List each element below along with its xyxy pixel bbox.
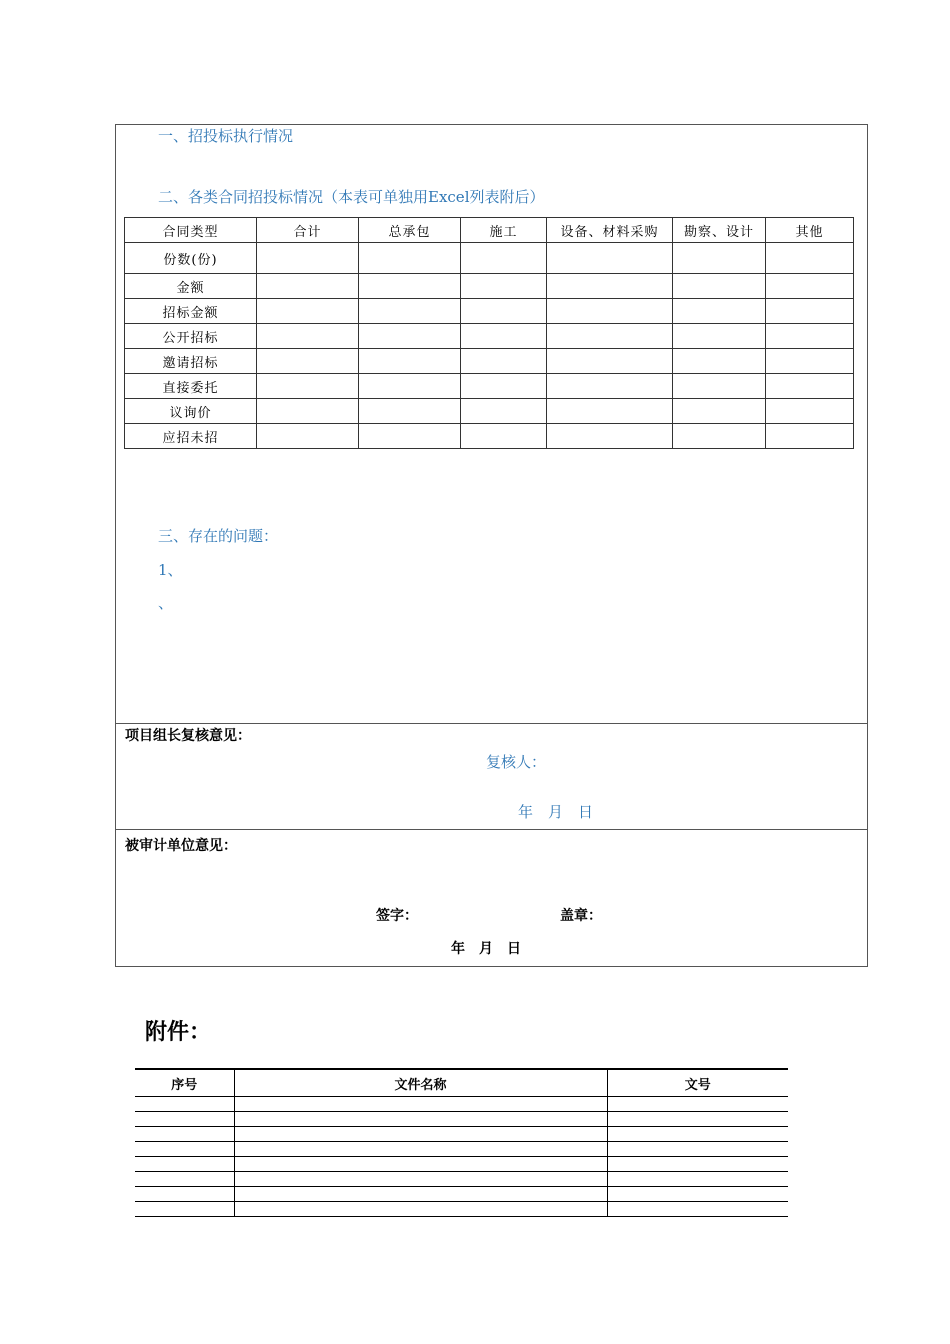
table-row — [135, 1172, 788, 1187]
table-row — [125, 399, 854, 424]
table-cell[interactable] — [766, 274, 854, 299]
table-cell[interactable] — [135, 1127, 234, 1142]
table-cell[interactable] — [359, 243, 461, 274]
table-cell[interactable] — [673, 424, 766, 449]
table-cell[interactable] — [766, 399, 854, 424]
table-cell[interactable] — [135, 1187, 234, 1202]
table-cell[interactable] — [607, 1202, 788, 1217]
table-cell[interactable] — [135, 1142, 234, 1157]
table-cell[interactable] — [673, 243, 766, 274]
table-cell[interactable] — [359, 349, 461, 374]
table-cell[interactable] — [135, 1112, 234, 1127]
issue-item-1[interactable]: 1、 — [158, 561, 183, 579]
table-cell[interactable] — [547, 324, 673, 349]
section-1-title: 一、招投标执行情况 — [158, 127, 294, 145]
table-cell[interactable] — [607, 1142, 788, 1157]
table-cell[interactable] — [359, 374, 461, 399]
table-cell[interactable] — [461, 424, 547, 449]
row-label: 金额 — [125, 274, 257, 299]
table-row — [135, 1112, 788, 1127]
table-header-row — [125, 218, 854, 243]
table-cell[interactable] — [547, 299, 673, 324]
divider — [116, 829, 867, 830]
row-label: 公开招标 — [125, 324, 257, 349]
table-cell[interactable] — [673, 274, 766, 299]
table-cell[interactable] — [766, 299, 854, 324]
row-label: 议询价 — [125, 399, 257, 424]
column-header: 施工 — [461, 218, 547, 243]
table-cell[interactable] — [257, 424, 359, 449]
table-cell[interactable] — [547, 424, 673, 449]
table-row — [135, 1187, 788, 1202]
table-row — [135, 1142, 788, 1157]
table-cell[interactable] — [234, 1187, 607, 1202]
review-date: 年 月 日 — [518, 803, 594, 821]
table-row — [135, 1127, 788, 1142]
table-row — [125, 424, 854, 449]
table-row — [135, 1097, 788, 1112]
issue-item-2[interactable]: 、 — [158, 594, 174, 612]
table-cell[interactable] — [257, 243, 359, 274]
table-cell[interactable] — [461, 374, 547, 399]
column-header: 勘察、设计 — [673, 218, 766, 243]
seal-label: 盖章： — [560, 908, 602, 924]
column-header: 合同类型 — [125, 218, 257, 243]
table-cell[interactable] — [766, 424, 854, 449]
table-cell[interactable] — [234, 1157, 607, 1172]
table-cell[interactable] — [766, 243, 854, 274]
table-cell[interactable] — [461, 399, 547, 424]
column-header: 总承包 — [359, 218, 461, 243]
table-cell[interactable] — [547, 274, 673, 299]
table-cell[interactable] — [234, 1172, 607, 1187]
review-opinion-label: 项目组长复核意见： — [125, 728, 251, 744]
table-cell[interactable] — [135, 1172, 234, 1187]
audit-form-frame — [115, 124, 868, 967]
table-cell[interactable] — [766, 349, 854, 374]
column-header: 其他 — [766, 218, 854, 243]
table-cell[interactable] — [607, 1187, 788, 1202]
table-cell[interactable] — [135, 1097, 234, 1112]
section-2-title: 二、各类合同招投标情况（本表可单独用Excel列表附后） — [158, 188, 545, 206]
table-row — [125, 243, 854, 274]
table-row — [135, 1202, 788, 1217]
table-cell[interactable] — [257, 374, 359, 399]
table-cell[interactable] — [135, 1202, 234, 1217]
table-cell[interactable] — [234, 1112, 607, 1127]
table-cell[interactable] — [257, 349, 359, 374]
table-cell[interactable] — [359, 399, 461, 424]
table-cell[interactable] — [673, 399, 766, 424]
table-cell[interactable] — [359, 274, 461, 299]
column-header: 文件名称 — [234, 1069, 607, 1097]
table-cell[interactable] — [461, 299, 547, 324]
table-cell[interactable] — [607, 1172, 788, 1187]
table-cell[interactable] — [359, 324, 461, 349]
column-header: 设备、材料采购 — [547, 218, 673, 243]
annex-table — [135, 1068, 788, 1217]
table-cell[interactable] — [257, 299, 359, 324]
annex-title: 附件： — [145, 1020, 212, 1045]
table-cell[interactable] — [547, 243, 673, 274]
signature-label: 签字： — [376, 908, 418, 924]
audited-opinion-label: 被审计单位意见： — [125, 838, 237, 854]
column-header: 合计 — [257, 218, 359, 243]
section-3-title: 三、存在的问题： — [158, 527, 279, 545]
column-header: 文号 — [607, 1069, 788, 1097]
table-cell[interactable] — [607, 1127, 788, 1142]
table-cell[interactable] — [673, 374, 766, 399]
audited-date: 年 月 日 — [451, 941, 521, 957]
table-cell[interactable] — [359, 299, 461, 324]
table-cell[interactable] — [607, 1112, 788, 1127]
table-cell[interactable] — [607, 1157, 788, 1172]
table-cell[interactable] — [673, 299, 766, 324]
table-cell[interactable] — [359, 424, 461, 449]
column-header: 序号 — [135, 1069, 234, 1097]
row-label: 招标金额 — [125, 299, 257, 324]
table-cell[interactable] — [257, 274, 359, 299]
table-cell[interactable] — [461, 243, 547, 274]
table-cell[interactable] — [234, 1097, 607, 1112]
table-row — [125, 349, 854, 374]
table-row — [135, 1157, 788, 1172]
table-cell[interactable] — [673, 324, 766, 349]
table-cell[interactable] — [766, 374, 854, 399]
table-cell[interactable] — [234, 1127, 607, 1142]
reviewer-label: 复核人： — [486, 753, 547, 771]
row-label: 直接委托 — [125, 374, 257, 399]
table-cell[interactable] — [673, 349, 766, 374]
table-row — [125, 374, 854, 399]
table-row — [125, 274, 854, 299]
table-cell[interactable] — [234, 1142, 607, 1157]
table-row — [125, 324, 854, 349]
table-cell[interactable] — [461, 349, 547, 374]
row-label: 邀请招标 — [125, 349, 257, 374]
table-row — [125, 299, 854, 324]
contract-bidding-table — [124, 217, 854, 449]
table-cell[interactable] — [547, 399, 673, 424]
table-cell[interactable] — [234, 1202, 607, 1217]
table-cell[interactable] — [607, 1097, 788, 1112]
table-cell[interactable] — [766, 324, 854, 349]
annex-header-row — [135, 1069, 788, 1097]
table-cell[interactable] — [547, 374, 673, 399]
table-cell[interactable] — [461, 274, 547, 299]
table-cell[interactable] — [135, 1157, 234, 1172]
table-cell[interactable] — [257, 324, 359, 349]
table-cell[interactable] — [547, 349, 673, 374]
table-cell[interactable] — [257, 399, 359, 424]
divider — [116, 723, 867, 724]
row-label: 应招未招 — [125, 424, 257, 449]
table-cell[interactable] — [461, 324, 547, 349]
row-label: 份数(份) — [125, 243, 257, 274]
